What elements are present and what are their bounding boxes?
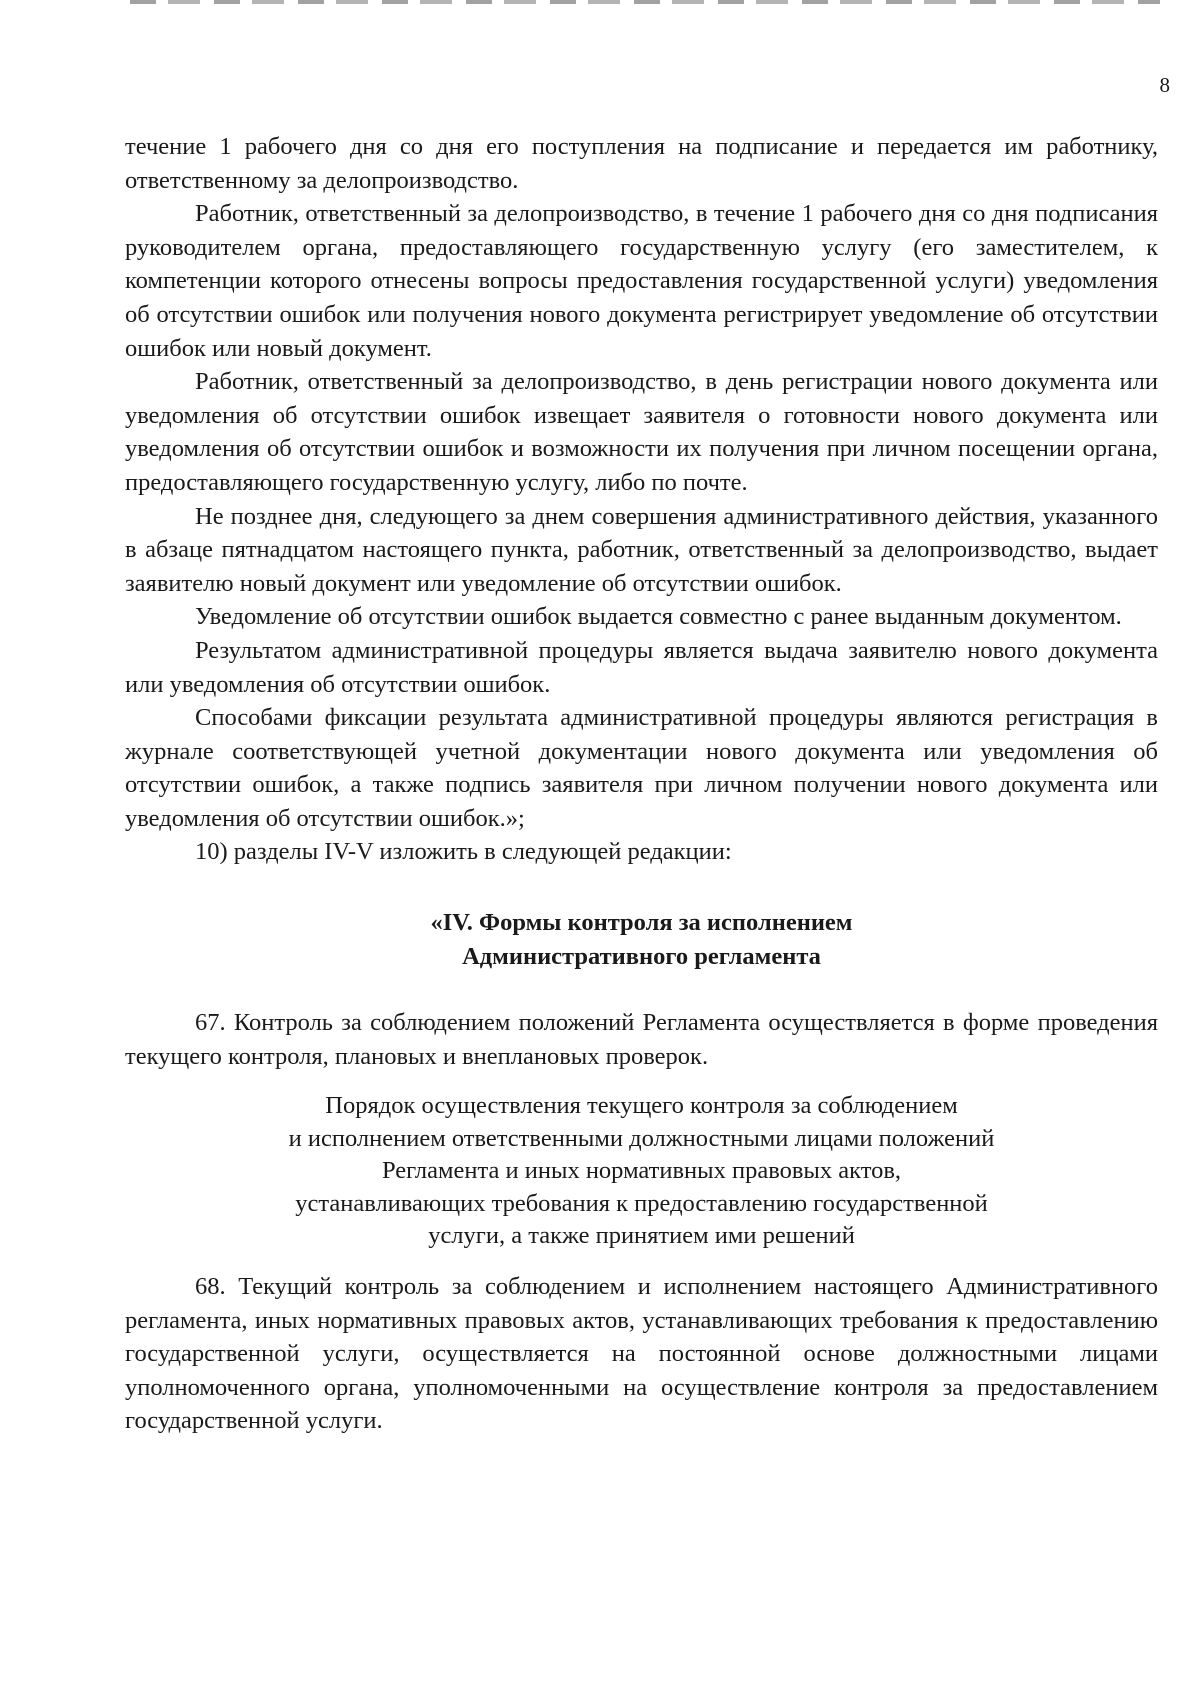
top-text-block: [125, 130, 1158, 869]
subheading-line-4: устанавливающих требования к предоставлению государственной: [295, 1189, 988, 1217]
paragraph-continuation: течение 1 рабочего дня со дня его поступления на подписание и передается им работнику, ответственному за делопроизводство.: [125, 133, 1158, 194]
paragraph-68-block: [125, 1270, 1158, 1438]
subheading-line-3: Регламента и иных нормативных правовых актов,: [381, 1157, 902, 1185]
subheading-line-2: и исполнением ответственными должностными лицами положений: [288, 1124, 995, 1152]
page-number: 8: [1159, 73, 1170, 97]
paragraph-67: 67. Контроль за соблюдением положений Регламента осуществляется в форме проведения текущего контроля, плановых и внеплановых проверок.: [125, 1009, 1158, 1070]
paragraph-notification: Работник, ответственный за делопроизводство, в день регистрации нового документа или уведомления об отсутствии ошибок извещает заявителя о готовности нового документа или уведомления об отсутствии ошибок и возможности их получения при личном посещении органа, предоставляющего государственную услугу, либо по почте.: [125, 368, 1158, 496]
paragraph-67-block: [125, 1006, 1158, 1073]
subheading: [125, 1090, 1158, 1253]
paragraph-fixation: Способами фиксации результата административной процедуры являются регистрация в журнале соответствующей учетной документации нового документа или уведомления об отсутствии ошибок, а также подпись заявителя при личном получении нового документа или уведомления об отсутствии ошибок.»;: [125, 704, 1158, 832]
paragraph-issuance: Не позднее дня, следующего за днем совершения административного действия, указанного в абзаце пятнадцатом настоящего пункта, работник, ответственный за делопроизводство, выдает заявителю новый документ или уведомление об отсутствии ошибок.: [125, 502, 1158, 597]
subheading-line-1: Порядок осуществления текущего контроля за соблюдением: [325, 1092, 958, 1119]
section-heading-line-2: Административного регламента: [462, 942, 821, 970]
paragraph-registration: Работник, ответственный за делопроизводство, в течение 1 рабочего дня со дня подписания руководителем органа, предоставляющего государственную услугу (его заместителем, к компетенции которого отнесены вопросы предоставления государственной услуги) уведомления об отсутствии ошибок или получения нового документа регистрирует уведомление об отсутствии ошибок или новый документ.: [125, 200, 1158, 362]
section-heading: [125, 906, 1158, 973]
paragraph-amendment-10: 10) разделы IV-V изложить в следующей редакции:: [195, 838, 732, 866]
paragraph-68: 68. Текущий контроль за соблюдением и исполнением настоящего Административного регламента, иных нормативных правовых актов, устанавливающих требования к предоставлению государственной услуги, осуществляется на постоянной основе должностными лицами уполномоченного органа, уполномоченными на осуществление контроля за предоставлением государственной услуги.: [125, 1273, 1158, 1435]
scan-artifact-top-edge: [130, 0, 1160, 4]
paragraph-notice-issued: Уведомление об отсутствии ошибок выдается совместно с ранее выданным документом.: [195, 603, 1122, 631]
paragraph-result: Результатом административной процедуры является выдача заявителю нового документа или уведомления об отсутствии ошибок.: [125, 636, 1158, 698]
section-heading-line-1: «IV. Формы контроля за исполнением: [430, 909, 853, 936]
subheading-line-5: услуги, а также принятием ими решений: [428, 1222, 855, 1250]
